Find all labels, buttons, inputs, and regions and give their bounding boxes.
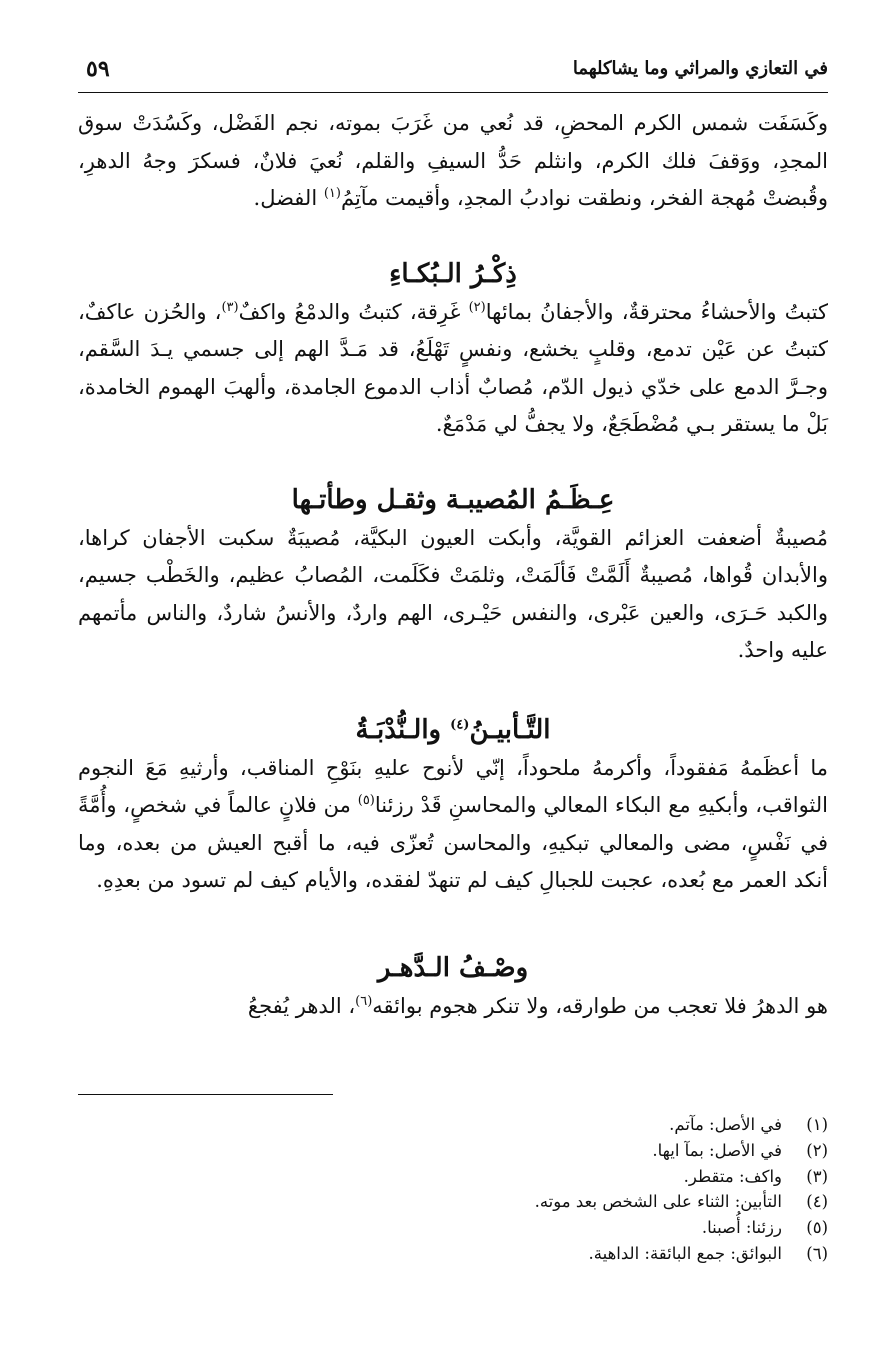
footnote-item (78, 1138, 828, 1164)
footnote-ref-6: (٦) (355, 993, 373, 1009)
footnote-number: (٣) (806, 1166, 828, 1186)
footnote-text: واكف: متقطر. (683, 1166, 782, 1186)
footnote-item (78, 1241, 828, 1267)
section-paragraph (78, 520, 828, 670)
section-time (78, 948, 828, 1026)
footnote-text: البوائق: جمع البائقة: الداهية. (588, 1243, 782, 1263)
footnote-ref-1: (١) (323, 186, 341, 201)
paragraph-text: هو الدهرُ فلا تعجب من طوارقه، ولا تنكر هجوم بوائقه (372, 993, 828, 1018)
section-paragraph (78, 750, 828, 900)
section-eulogy (78, 710, 828, 900)
intro-paragraph (78, 105, 828, 218)
section-heading: وصْـفُ الـدَّهـر (377, 952, 529, 983)
footnotes (78, 1112, 828, 1267)
section-heading: ذِكْـرُ الـبُكـاءِ (389, 258, 517, 289)
book-page (78, 48, 828, 1348)
footnote-text: في الأصل: مآتم. (669, 1115, 782, 1134)
intro-text: وكَسَفَت شمس الكرم المحضِ، قد نُعي من غَرَبَ بموته، نجم الفَضْل، وكَسُدَتْ سوق المجدِ، ووَقفَ فلك الكرم، وانثلم حَدُّ السيفِ والقلم، نُعيَ فلانٌ، فسكرَ وجهُ الدهرِ، وقُبضتْ مُهجة الفخر، ونطقت نوادبُ المجدِ، وأقيمت مآتِمُ (78, 111, 828, 210)
running-title: في التعازي والمراثي وما يشاكلهما (572, 58, 828, 79)
section-heading (78, 710, 828, 750)
paragraph-text: ما أعظَمهُ مَفقوداً، وأكرمهُ ملحوداً، إنّي لأنوح عليهِ بنَوْحِ المناقب، وأرثيهِ مَعَ النجوم الثواقب، وأبكيهِ مع البكاء المعالي والمحاسنِ قَدْ رزئنا (78, 755, 829, 817)
footnote-number: (٢) (806, 1140, 828, 1160)
section-paragraph (78, 294, 828, 444)
paragraph-text: مُصيبةٌ أضعفت العزائم القويَّة، وأبكت العيون البكيَّة، مُصيبَةٌ سكبت الأجفان كراها، والأبدان قُواها، مُصيبةٌ أَلَمَّتْ فَألَمَتْ، وثلمَتْ فكَلَمت، المُصابُ عظيم، والخَطْب جسيم، والكبد حَـرَى، والعين عَبْرى، والنفس حَيْـرى، الهم واردٌ، والأنسُ شاردٌ، والناس مأتمهم عليه واحدٌ. (78, 525, 828, 662)
footnote-ref-2: (٢) (468, 299, 486, 315)
footnote-number: (٥) (806, 1218, 828, 1238)
footnote-item (78, 1215, 828, 1241)
paragraph-text: ، الدهر يُفجعُ (247, 993, 356, 1018)
footnote-item (78, 1164, 828, 1190)
footnote-ref-3: (٣) (221, 299, 239, 315)
footnote-ref-5: (٥) (357, 793, 375, 808)
page-header (78, 48, 828, 93)
intro-text-end: الفضل. (253, 186, 324, 210)
footnote-item (78, 1112, 828, 1138)
footnote-ref-4: (٤) (450, 716, 470, 732)
footnote-number: (٦) (806, 1243, 828, 1263)
paragraph-text: غَرِقة، كتبتُ والدمْعُ واكفٌ (238, 299, 469, 324)
heading-text: التَّـأبيـنُ (469, 714, 551, 745)
section-weeping (78, 254, 828, 444)
paragraph-text: من فلانٍ عالماً في شخصٍ، وأُمَّةً في نَفْسٍ، مضى والمعالي تبكيهِ، والمحاسن تُعزّى فيه، ما أقبح العيش من بعده، وما أنكد العمر مع بُعده، عجبت للجبالِ كيف لم تنهدّ لفقده، والأيام كيف لم تسود من بعدِهِ. (78, 793, 828, 892)
footnote-text: رزئنا: أُصبنا. (701, 1218, 782, 1238)
footnote-number: (١) (806, 1115, 828, 1134)
footnote-number: (٤) (806, 1192, 828, 1212)
section-heading: عِـظَـمُ المُصيبـة وثقـل وطأتـها (291, 484, 615, 515)
section-calamity (78, 480, 828, 670)
paragraph-text: كتبتُ والأحشاءُ محترقةٌ، والأجفانُ بمائها (485, 299, 828, 324)
footnote-text: في الأصل: بمآ ايها. (652, 1140, 782, 1160)
section-paragraph (78, 988, 828, 1026)
heading-text: والـنُّدْبَـةُ (355, 714, 451, 745)
footnote-text: التأبين: الثناء على الشخص بعد موته. (534, 1192, 782, 1212)
paragraph-text: ، والحُزن عاكفٌ، كتبتُ عن عَيْن تدمع، وقلبٍ يخشع، ونفسٍ تَهْلَعُ، قد مَـدَّ الهم إلى جسمي يـدَ السَّقم، وجـرَّ الدمع على خدّي ذيول الدّم، مُصابٌ أذاب الدموع الجامدة، وألهبَ الهموم الخامدة، بَلْ ما يستقر بـي مُضْطَجَعٌ، ولا يجفُّ لي مَدْمَعٌ. (78, 299, 828, 436)
footnote-item (78, 1189, 828, 1215)
page-number: ٥٩ (86, 56, 110, 82)
footnote-divider (78, 1094, 333, 1095)
